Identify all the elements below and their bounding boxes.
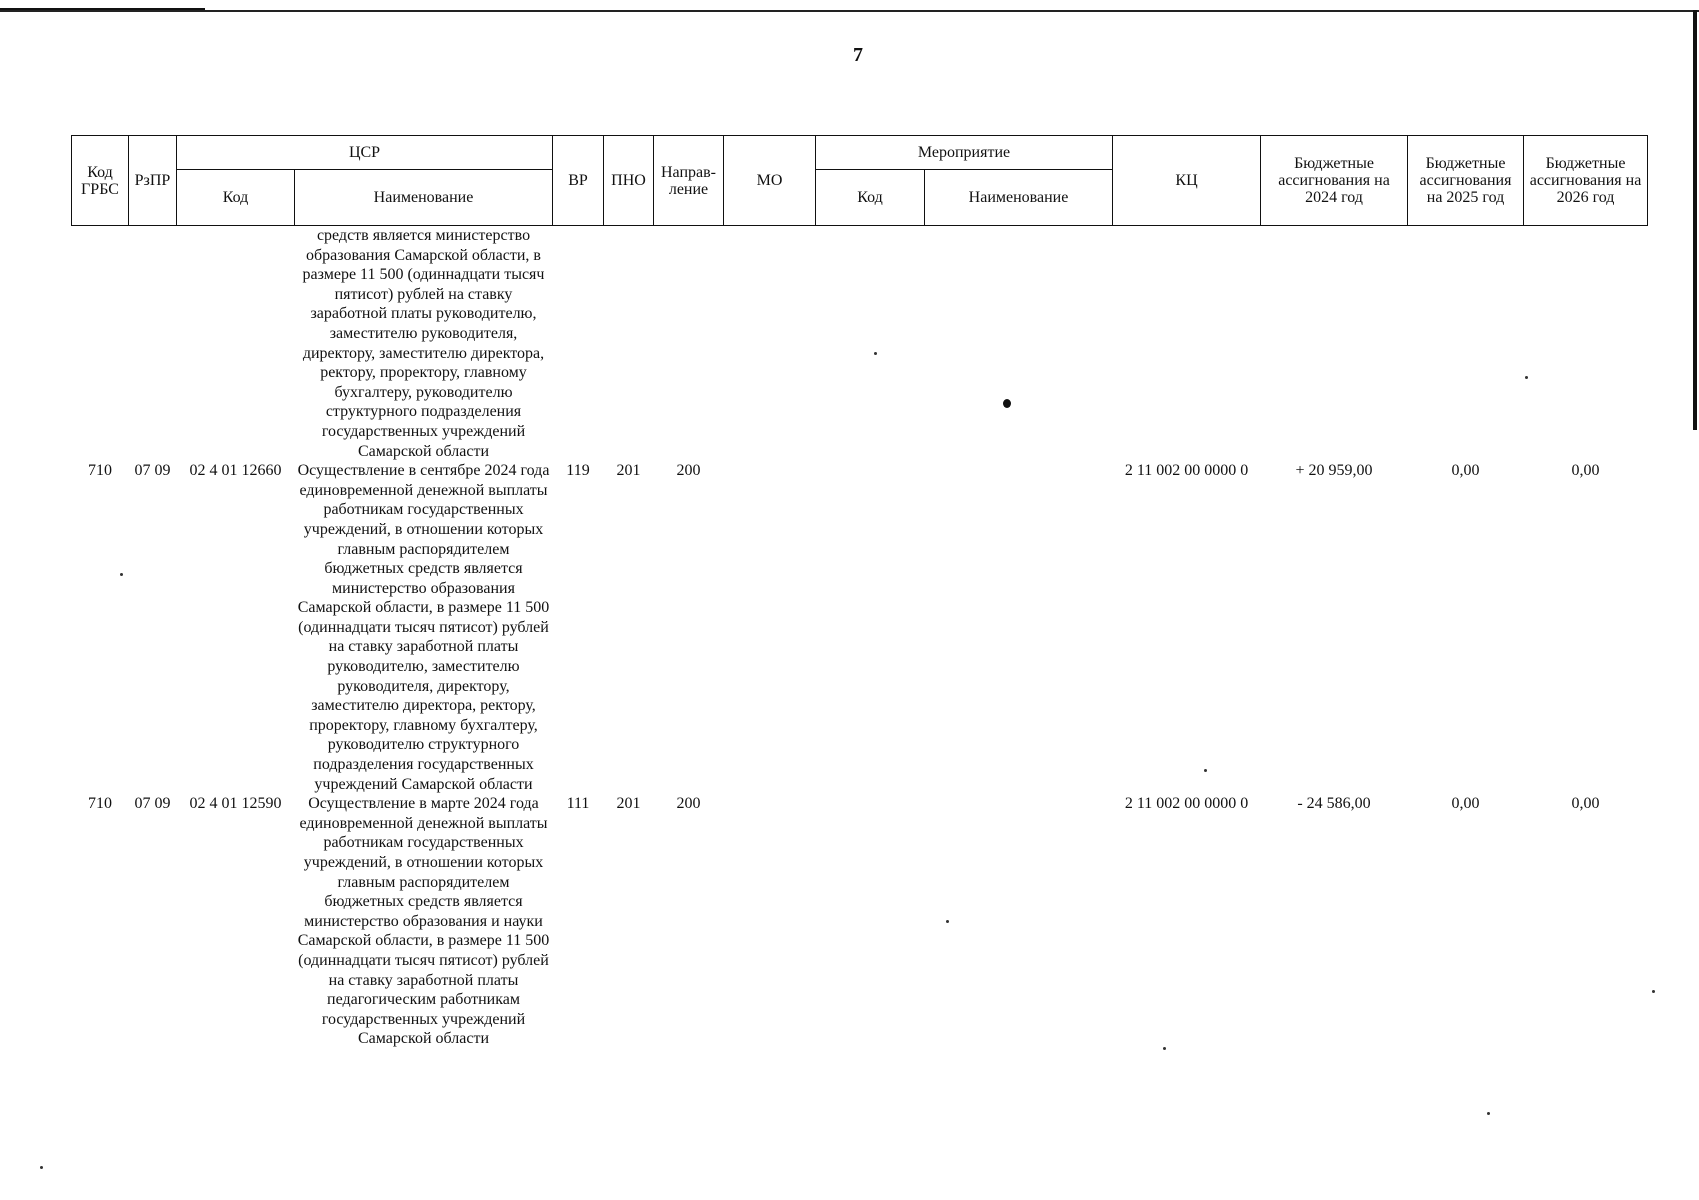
scan-speck: [1525, 376, 1528, 379]
table-row: [72, 794, 1648, 1049]
cell-kc: 2 11 002 00 0000 0: [1124, 795, 1249, 813]
cell-event-code: [816, 794, 925, 1049]
cell-rzpr: 07 09: [134, 795, 171, 813]
cell-budget-2024: + 20 959,00: [1295, 462, 1373, 480]
cell-budget-2026: 0,00: [1571, 462, 1600, 480]
cell-csr-code: 02 4 01 12590: [189, 795, 282, 813]
cell-vr: 111: [566, 795, 590, 813]
cell-budget-2026: 0,00: [1571, 795, 1600, 813]
cell-name: Осуществление в сентябре 2024 года единовременной денежной выплаты работникам государственных учреждений, в отношении которых главным распорядителем бюджетных средств является министерство образования Самарской области, в размере 11 500 (одиннадцати тысяч пятисот) рублей на ставку заработной платы руководителю, заместителю руководителя, директору, заместителю директора, ректору, проректору, главному бухгалтеру, руководителю структурного подразделения государственных учреждений Самарской области: [297, 462, 550, 793]
header-csr-code: Код: [177, 170, 295, 226]
scan-speck: [1652, 990, 1655, 993]
table-row-continuation: [72, 226, 1648, 462]
table-row: [72, 461, 1648, 794]
cell-budget-2025: 0,00: [1451, 795, 1480, 813]
header-grbs: Код ГРБС: [72, 136, 129, 226]
cell-grbs: 710: [88, 795, 112, 813]
cell-grbs: 710: [88, 462, 112, 480]
scan-speck: [1163, 1047, 1166, 1050]
header-budget-2026: Бюджетные ассигнования на 2026 год: [1524, 136, 1648, 226]
scan-blot: [1003, 399, 1011, 408]
header-csr-name: Наименование: [295, 170, 553, 226]
cell-csr-code: 02 4 01 12660: [189, 462, 282, 480]
budget-table: [71, 135, 1648, 1049]
header-csr: ЦСР: [177, 136, 553, 170]
cell-name: Осуществление в марте 2024 года единовременной денежной выплаты работникам государственных учреждений, в отношении которых главным распорядителем бюджетных средств является министерство образования и науки Самарской области, в размере 11 500 (одиннадцати тысяч пятисот) рублей на ставку заработной платы педагогическим работникам государственных учреждений Самарской области: [297, 795, 550, 1048]
cell-event-name: [925, 461, 1113, 794]
header-budget-2024: Бюджетные ассигнования на 2024 год: [1261, 136, 1408, 226]
page-number: 7: [853, 44, 863, 66]
header-event-code: Код: [816, 170, 925, 226]
header-rzpr: РзПР: [129, 136, 177, 226]
scan-speck: [874, 352, 877, 355]
scan-right-border: [1693, 10, 1697, 430]
header-event-name: Наименование: [925, 170, 1113, 226]
header-direction: Направ-ление: [654, 136, 724, 226]
cell-vr: 119: [566, 462, 590, 480]
scan-speck: [120, 573, 123, 576]
cell-event-code: [816, 461, 925, 794]
header-budget-2025: Бюджетные ассигнования на 2025 год: [1408, 136, 1524, 226]
header-vr: ВР: [553, 136, 604, 226]
header-mo: МО: [724, 136, 816, 226]
cell-kc: 2 11 002 00 0000 0: [1124, 462, 1249, 480]
cell-pno: 201: [616, 462, 641, 480]
continued-name-cell: средств является министерство образования Самарской области, в размере 11 500 (одиннадцати тысяч пятисот) рублей на ставку заработной платы руководителю, заместителю руководителя, директору, заместителю директора, ректору, проректору, главному бухгалтеру, руководителю структурного подразделения государственных учреждений Самарской области: [302, 227, 545, 460]
scan-speck: [1487, 1112, 1490, 1115]
header-kc: КЦ: [1113, 136, 1261, 226]
cell-event-name: [925, 794, 1113, 1049]
header-event: Мероприятие: [816, 136, 1113, 170]
scan-speck: [1204, 769, 1207, 772]
cell-budget-2024: - 24 586,00: [1297, 795, 1371, 813]
cell-direction: 200: [676, 795, 701, 813]
cell-rzpr: 07 09: [134, 462, 171, 480]
cell-direction: 200: [676, 462, 701, 480]
table-header: [72, 136, 1648, 226]
header-pno: ПНО: [604, 136, 654, 226]
cell-mo: [724, 794, 816, 1049]
cell-mo: [724, 461, 816, 794]
scan-speck: [40, 1166, 43, 1169]
scan-top-border: [0, 10, 1699, 12]
scan-speck: [946, 920, 949, 923]
cell-budget-2025: 0,00: [1451, 462, 1480, 480]
cell-pno: 201: [616, 795, 641, 813]
